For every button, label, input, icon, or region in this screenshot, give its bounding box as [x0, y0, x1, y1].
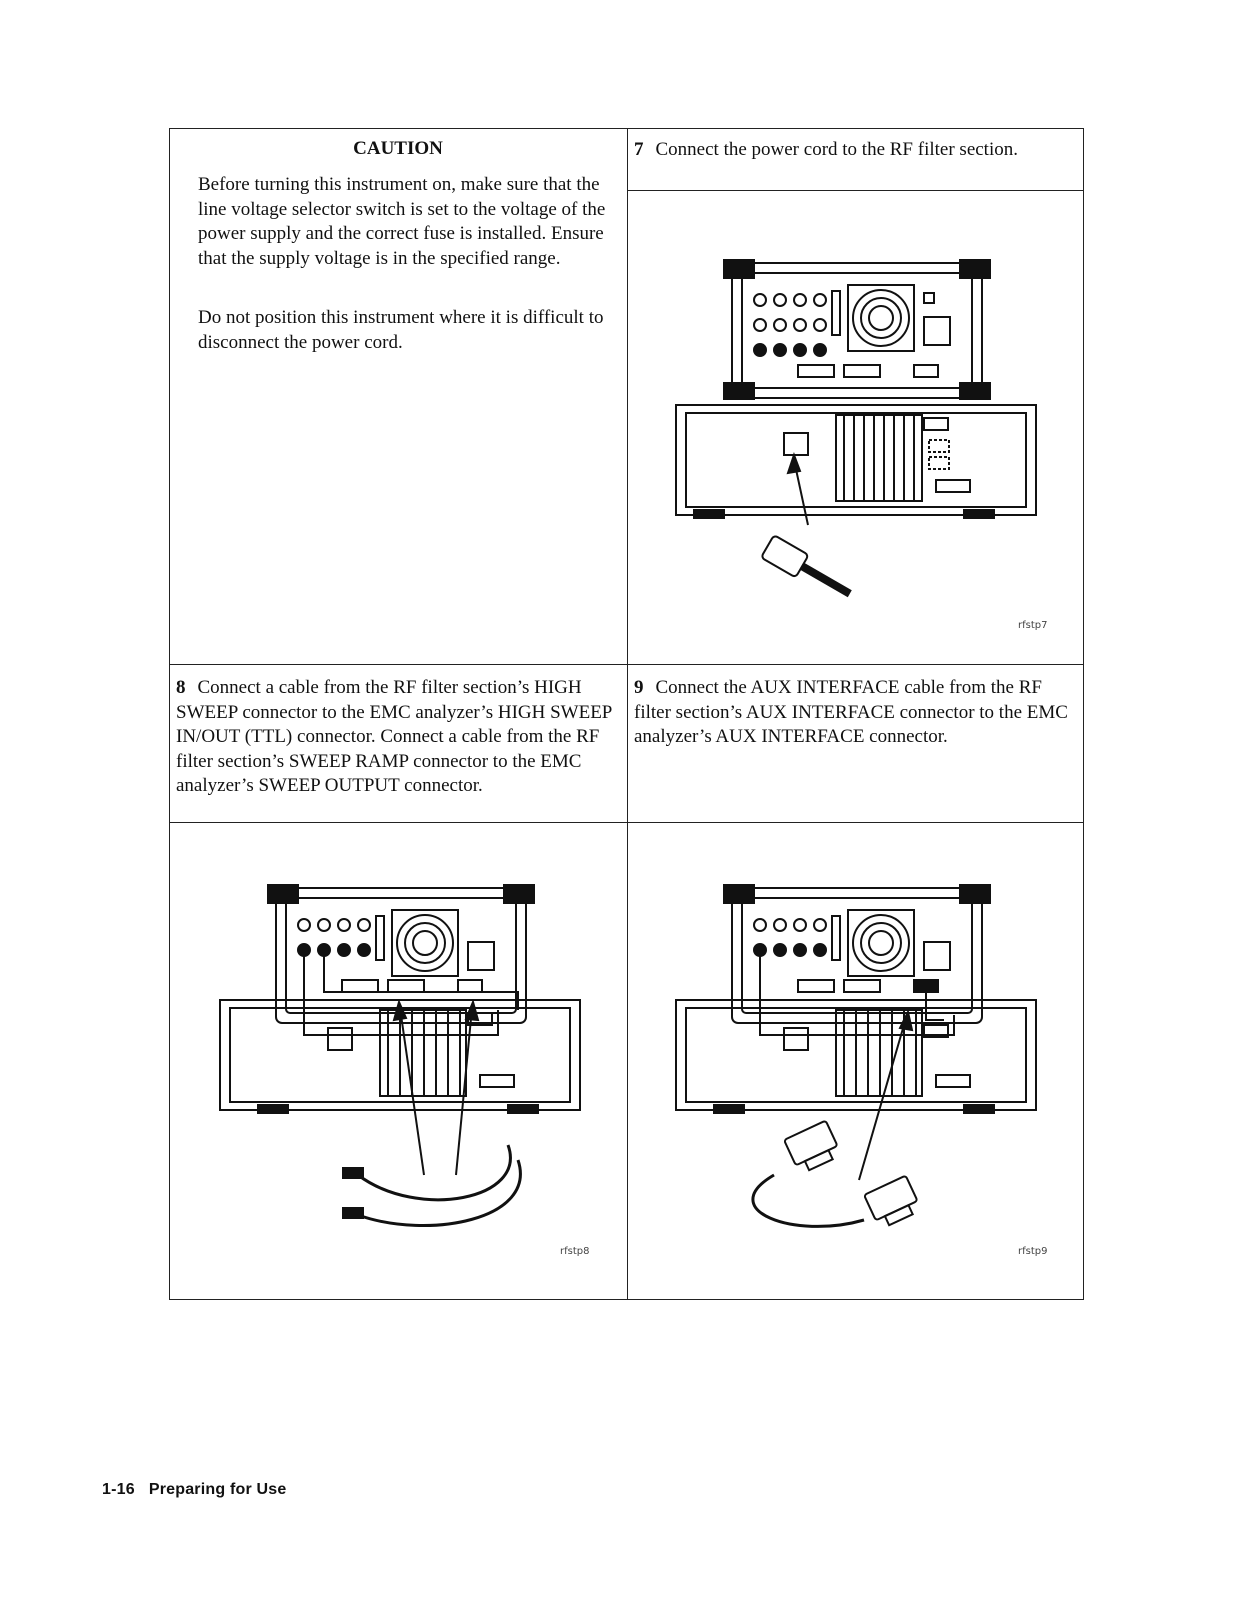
section-title: Preparing for Use — [148, 1481, 287, 1498]
table-row-divider — [627, 190, 1084, 191]
table-column-divider — [627, 128, 628, 1300]
step-9 — [634, 676, 1074, 750]
caution-title: CAUTION — [353, 138, 443, 159]
step-number: 9 — [634, 677, 644, 698]
figure-code: rfstp9 — [1018, 1246, 1048, 1257]
figure-sweep-cable-connection — [218, 880, 588, 1240]
step-text: Connect the AUX INTERFACE cable from the RF filter section’s AUX INTERFACE connector to the EMC analyzer’s AUX INTERFACE connector. — [634, 677, 1068, 747]
table-row-divider — [169, 822, 1084, 823]
step-8 — [176, 676, 622, 799]
step-text: Connect the power cord to the RF filter section. — [655, 139, 1018, 160]
caution-paragraph: Do not position this instrument where it is difficult to disconnect the power cord. — [198, 307, 604, 353]
step-number: 8 — [176, 677, 186, 698]
page-number: 1-16 — [102, 1481, 135, 1498]
step-7 — [634, 138, 1074, 163]
figure-aux-interface-cable-connection — [674, 880, 1044, 1240]
figure-code: rfstp7 — [1018, 620, 1048, 631]
step-text: Connect a cable from the RF filter section’s HIGH SWEEP connector to the EMC analyzer’s HIGH SWEEP IN/OUT (TTL) connector. Connect a cable from the RF filter section’s SWEEP RAMP connector to the EMC analyzer’s SWEEP OUTPUT connector. — [176, 677, 612, 796]
figure-power-cord-connection — [674, 255, 1044, 615]
figure-code: rfstp8 — [560, 1246, 590, 1257]
caution-paragraph: Before turning this instrument on, make sure that the line voltage selector switch is set to the voltage of the power supply and the correct fuse is installed. Ensure that the supply voltage is in the specified range. — [198, 174, 606, 269]
table-row-divider — [169, 664, 1084, 665]
step-number: 7 — [634, 139, 644, 160]
page-footer — [102, 1481, 287, 1499]
